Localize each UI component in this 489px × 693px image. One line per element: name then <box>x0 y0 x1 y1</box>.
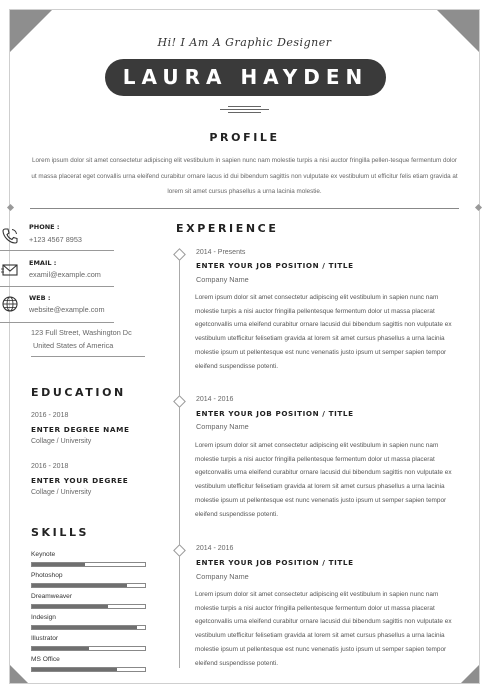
profile-heading: PROFILE <box>209 131 280 144</box>
skill-bar <box>31 604 146 609</box>
skill-bar-fill <box>32 626 137 629</box>
envelope-icon <box>1 261 19 279</box>
education-date: 2016 - 2018 <box>31 412 69 419</box>
job-description: Lorem ipsum dolor sit amet consectetur adipiscing elit vestibulum in sapien nunc nam molestie turpis a nisi auctor fringilla pellentesque fermentum dolor ut massa placerat egetconvallis urna eleifend curabitur ornare lacusid dui bibendum sagittis non vulputate ex vestibulum utefficitur felisetiam gravida at lorem sit amet cursus phasellus a urna lacinia molestie ipsum ut pellentesque est nunc venenatis justo ipsum ut semper sapien tempor eleifend suspendisse potenti. <box>195 442 452 518</box>
education-degree: ENTER DEGREE NAME <box>31 425 130 434</box>
timeline-line <box>179 253 180 668</box>
address-line: United States of America <box>33 340 114 350</box>
job-date: 2014 - Presents <box>196 249 246 256</box>
job-description: Lorem ipsum dolor sit amet consectetur adipiscing elit vestibulum in sapien nunc nam molestie turpis a nisi auctor fringilla pellentesque fermentum dolor ut massa placerat egetconvallis urna eleifend curabitur ornare lacusid dui bibendum sagittis non vulputate ex vestibulum utefficitur felisetiam gravida at lorem sit amet cursus phasellus a urna lacinia molestie ipsum ut pellentesque est nunc venenatis justo ipsum ut semper sapien tempor eleifend suspendisse potenti. <box>195 294 452 370</box>
education-degree: ENTER YOUR DEGREE <box>31 476 129 485</box>
education-heading: EDUCATION <box>31 386 126 399</box>
email-value[interactable]: examil@example.com <box>29 270 101 279</box>
globe-icon <box>1 295 19 313</box>
web-label: WEB : <box>29 294 51 302</box>
job-title: ENTER YOUR JOB POSITION / TITLE <box>196 409 354 418</box>
job-title: ENTER YOUR JOB POSITION / TITLE <box>196 261 354 270</box>
skill-bar <box>31 646 146 651</box>
name-banner: LAURA HAYDEN <box>105 59 386 96</box>
job-company: Company Name <box>196 422 249 431</box>
address <box>31 327 132 352</box>
skill-bar-fill <box>32 563 85 566</box>
phone-value: +123 4567 8953 <box>29 235 82 244</box>
decorative-lines <box>220 106 269 115</box>
experience-heading: EXPERIENCE <box>176 222 279 235</box>
skill-name: Dreamweaver <box>31 593 73 600</box>
skill-bar <box>31 562 146 567</box>
education-date: 2016 - 2018 <box>31 463 69 470</box>
corner-decoration <box>10 665 28 683</box>
skills-heading: SKILLS <box>31 526 90 539</box>
contact-email <box>0 255 114 287</box>
skill-bar-fill <box>32 605 108 608</box>
phone-label: PHONE : <box>29 223 60 231</box>
skill-name: Indesign <box>31 614 56 621</box>
web-value[interactable]: website@example.com <box>29 305 105 314</box>
corner-decoration <box>461 665 479 683</box>
profile-text: Lorem ipsum dolor sit amet consectetur adipiscing elit vestibulum in sapien nunc nam molestie turpis a nisi auctor fringilla pellen-tesque fermentum dolor ut massa placerat eget convallis urna eleifend curabitur ornare lacus id dui bibendum sagittis non vulputate ex vestibulum ut efficitur felis etiam gravida at lorem sit amet cursus phasellus a urna lacinia molestie. <box>31 157 458 195</box>
education-school: Collage / University <box>31 438 92 445</box>
skill-name: Keynote <box>31 551 56 558</box>
skill-name: Photoshop <box>31 572 63 579</box>
job-title: ENTER YOUR JOB POSITION / TITLE <box>196 558 354 567</box>
skill-bar <box>31 625 146 630</box>
contact-web <box>0 290 114 323</box>
skill-name: Illustrator <box>31 635 59 642</box>
education-school: Collage / University <box>31 489 92 496</box>
contact-phone <box>0 219 114 251</box>
section-divider <box>30 208 459 209</box>
job-date: 2014 - 2016 <box>196 545 234 552</box>
job-company: Company Name <box>196 275 249 284</box>
tagline: Hi! I Am A Graphic Designer <box>157 36 332 49</box>
job-date: 2014 - 2016 <box>196 396 234 403</box>
skill-bar-fill <box>32 584 127 587</box>
email-label: EMAIL : <box>29 259 57 267</box>
phone-icon <box>1 227 19 245</box>
skill-bar <box>31 583 146 588</box>
job-company: Company Name <box>196 572 249 581</box>
contact-divider <box>31 356 145 357</box>
skill-bar-fill <box>32 647 89 650</box>
job-description: Lorem ipsum dolor sit amet consectetur adipiscing elit vestibulum in sapien nunc nam molestie turpis a nisi auctor fringilla pellentesque fermentum dolor ut massa placerat egetconvallis urna eleifend curabitur ornare lacusid dui bibendum sagittis non vulputate ex vestibulum utefficitur felisetiam gravida at lorem sit amet cursus phasellus a urna lacinia molestie ipsum ut pellentesque est nunc venenatis justo ipsum ut semper sapien tempor eleifend suspendisse potenti. <box>195 591 452 667</box>
address-line: 123 Full Street, Washington Dc <box>31 328 132 337</box>
skill-bar-fill <box>32 668 117 671</box>
skill-bar <box>31 667 146 672</box>
skill-name: MS Office <box>31 656 60 663</box>
